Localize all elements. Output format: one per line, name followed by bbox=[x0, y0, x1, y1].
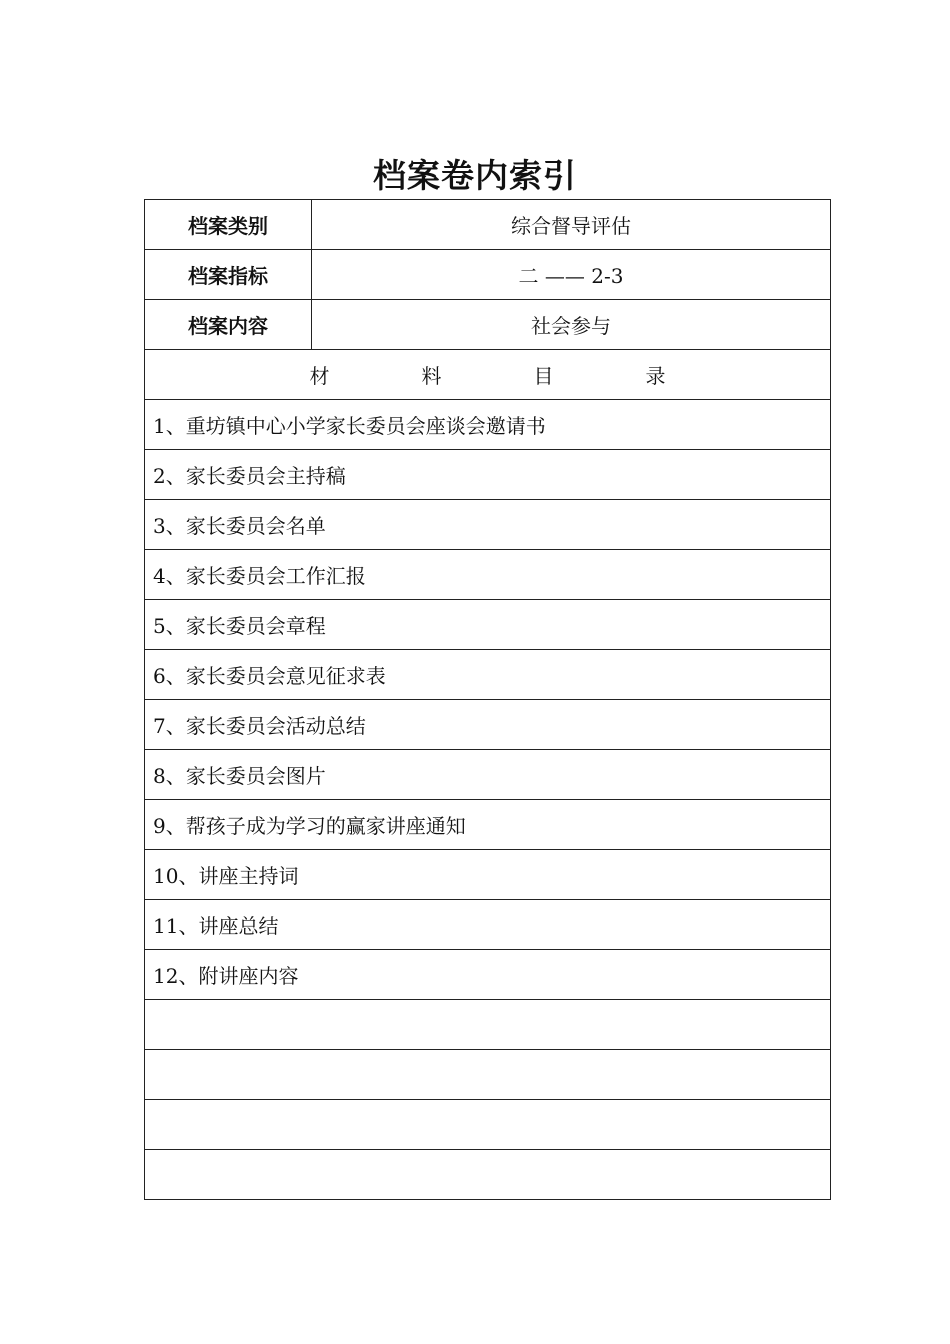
material-item: 12、附讲座内容 bbox=[145, 950, 831, 1000]
material-row bbox=[145, 550, 831, 600]
material-row bbox=[145, 600, 831, 650]
material-item: 3、家长委员会名单 bbox=[145, 500, 831, 550]
materials-header-char: 料 bbox=[421, 364, 442, 388]
material-item: 1、重坊镇中心小学家长委员会座谈会邀请书 bbox=[145, 400, 831, 450]
material-item-empty bbox=[145, 1050, 831, 1100]
materials-header-char: 录 bbox=[645, 364, 666, 388]
material-row bbox=[145, 1150, 831, 1200]
material-row bbox=[145, 700, 831, 750]
material-item: 9、帮孩子成为学习的赢家讲座通知 bbox=[145, 800, 831, 850]
material-row bbox=[145, 1100, 831, 1150]
material-item: 2、家长委员会主持稿 bbox=[145, 450, 831, 500]
material-item: 10、讲座主持词 bbox=[145, 850, 831, 900]
material-item-empty bbox=[145, 1100, 831, 1150]
material-item: 4、家长委员会工作汇报 bbox=[145, 550, 831, 600]
material-item: 6、家长委员会意见征求表 bbox=[145, 650, 831, 700]
content-value: 社会参与 bbox=[312, 300, 831, 350]
material-item: 5、家长委员会章程 bbox=[145, 600, 831, 650]
material-row bbox=[145, 850, 831, 900]
content-label: 档案内容 bbox=[145, 300, 312, 350]
info-row-category bbox=[145, 200, 831, 250]
info-row-indicator bbox=[145, 250, 831, 300]
indicator-value: 二 —— 2-3 bbox=[312, 250, 831, 300]
materials-header-char: 材 bbox=[309, 364, 330, 388]
category-value: 综合督导评估 bbox=[312, 200, 831, 250]
material-row bbox=[145, 1050, 831, 1100]
material-row bbox=[145, 500, 831, 550]
material-row bbox=[145, 650, 831, 700]
material-item-empty bbox=[145, 1150, 831, 1200]
material-row bbox=[145, 800, 831, 850]
material-item-empty bbox=[145, 1000, 831, 1050]
materials-header-row bbox=[145, 350, 831, 400]
materials-header bbox=[145, 350, 831, 400]
info-row-content bbox=[145, 300, 831, 350]
category-label: 档案类别 bbox=[145, 200, 312, 250]
materials-header-char: 目 bbox=[533, 364, 554, 388]
material-row bbox=[145, 750, 831, 800]
material-row bbox=[145, 900, 831, 950]
material-row bbox=[145, 400, 831, 450]
material-item: 8、家长委员会图片 bbox=[145, 750, 831, 800]
material-row bbox=[145, 1000, 831, 1050]
archive-index-table bbox=[144, 199, 831, 1200]
material-row bbox=[145, 950, 831, 1000]
material-item: 11、讲座总结 bbox=[145, 900, 831, 950]
document-title: 档案卷内索引 bbox=[373, 156, 577, 195]
material-row bbox=[145, 450, 831, 500]
material-item: 7、家长委员会活动总结 bbox=[145, 700, 831, 750]
indicator-label: 档案指标 bbox=[145, 250, 312, 300]
